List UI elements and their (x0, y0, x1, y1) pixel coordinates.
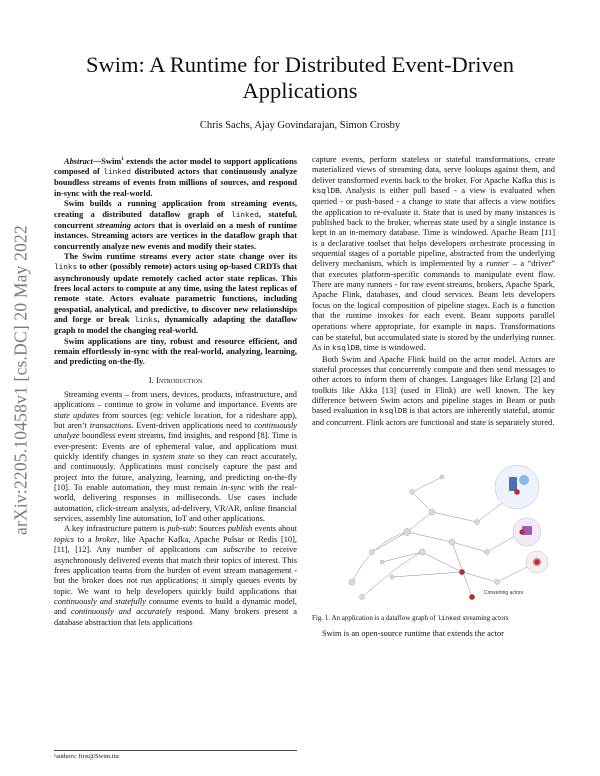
dataflow-graph-illustration (312, 432, 555, 612)
actor-nodes (349, 475, 500, 600)
user-icon (519, 475, 529, 485)
section-heading-introduction: I. Introduction (148, 374, 203, 385)
arxiv-stamp: arXiv:2205.10458v1 [cs.DC] 20 May 2022 (10, 225, 31, 535)
abstract-paragraph-2: Swim builds a running application from streaming events, creating a distributed dataflow graph of linked, stateful, concurrent streaming actors that is overlaid on a mesh of runtime instances. Streaming actors are vertices in the dataflow graph that concurrently analyze new events and modify their states. (54, 199, 298, 251)
intro-paragraph-2: A key infrastructure pattern is pub-sub: Sources publish events about topics to a broker, like Apache Kafka, Apache Pulsar or Redis [10], [11], [12]. Any number of applications can subscribe to receive asynchronously delivered events that match their topics of interest. This frees application teams from the burden of event stream management - but the broker does not run applications; it simply queues events by topic. We want to help developers quickly build applications that continuously and statefully consume events to build a dynamic model, and continuously and accurately respond. Many brokers present a database abstraction that lets applications (54, 524, 298, 627)
figure-1-dataflow-graph (312, 432, 555, 612)
phone-icon (509, 477, 517, 491)
abstract-paragraph-4: Swim applications are tiny, robust and resource efficient, and remain effortlessly in-sync with the real-world, analyzing, learning, and predicting on-the-fly. (54, 336, 297, 367)
footnote: ¹authors: first@Swim.inc (54, 750, 297, 760)
left-column (54, 155, 297, 628)
intro-paragraph-1: Streaming events – from users, devices, products, infrastructure, and applications – continue to grow in volume and importance. Events are state updates from sources (eg: vehicle location, for a rideshare app), but aren’t transactions. Event-driven applications need to continuously analyze boundless event streams, find insights, and respond [8]. Time is ever-present: Events are of ephemeral value, and applications must quickly identify changes in system state so they can react accurately, and continuously. Applications must concisely capture the past and project into the future, analyzing, learning, and predicting on-the-fly [10]. To enable automation, they must remain in-sync with the real-world, delivering responses in milliseconds. Use cases include automation, click-stream analysis, ad-delivery, VR/AR, online financial services, assembly line automation, IoT and other applications. (54, 390, 298, 524)
converting-actors-label: Converting actors (484, 589, 524, 596)
paper-title: Swim: A Runtime for Distributed Event-Driven Applications (85, 52, 515, 103)
right-paragraph-3: Swim is an open-source runtime that extends the actor (322, 628, 504, 638)
right-paragraph-1: capture events, perform stateless or stateful transformations, create materialized views of streaming data, serve lookups against them, and deliver transformed events back to the broker. For Apache Kafka this is ksqlDB. Analysis is either pull based - a view is evaluated when queried - or push-based - a change to state that affects a view notifies the application to re-evaluate it. State that is used by many instances is published back to the broker, whereas state used by a single instance is kept in an in-memory database. Time is windowed. Apache Beam [11] is a declarative toolset that helps developers orchestrate processing in sequential stages of a portable pipeline, abstracted from the underlying delivery mechanism, which is implemented by a runner – a “driver” that executes platform-specific commands to manipulate event flow. There are many runners - for raw event streams, brokers, Apache Spark, Apache Flink, databases, and cloud services. Beam lets developers focus on the logical composition of pipeline stages. Each is a function that the runtime invokes for each event. Beam supports parallel operations where appropriate, for example in maps. Transformations can be stateful, but accumulated state is stored by the underlying runner. As in ksqlDB, time is windowed. (312, 155, 556, 354)
author-list: Chris Sachs, Ajay Govindarajan, Simon Crosby (199, 120, 401, 131)
connecting-actors (459, 569, 474, 599)
device-cluster (495, 465, 548, 573)
abstract-paragraph-1: Abstract—Swim$^1$ extends the actor model to support applications composed of linked distributed actors that continuously analyze boundless streams of events from millions of sources, and respond in-sync with the real-world. (54, 156, 298, 198)
right-paragraph-2: Both Swim and Apache Flink build on the actor model. Actors are stateful processes that concurrently compute and then send messages to other actors to inform them of changes. Languages like Erlang [2] and toolkits like Akka [13] (used in Flink) are well known. The key difference between Swim actors and pipeline stages in Beam or push based evaluation in ksqlDB is that actors are inherently stateful, atomic and concurrent. Flink actors are functional and state is separately stored. (312, 354, 556, 427)
figure-1-caption: Fig. 1. An application is a dataflow graph of linked streaming actors (312, 613, 509, 622)
right-column (312, 155, 555, 639)
abstract-paragraph-3: The Swim runtime streams every actor state change over its links to other (possibly remote) actors using op-based CRDTs that asynchronously update remotely cached actor state replicas. This frees local actors to compute at any time, using the latest replicas of remote state. Actors evaluate parametric functions, including geospatial, analytical, and predictive, to discover new relationships and forge or break links, dynamically adapting the dataflow graph to model the changing real-world. (54, 251, 298, 336)
